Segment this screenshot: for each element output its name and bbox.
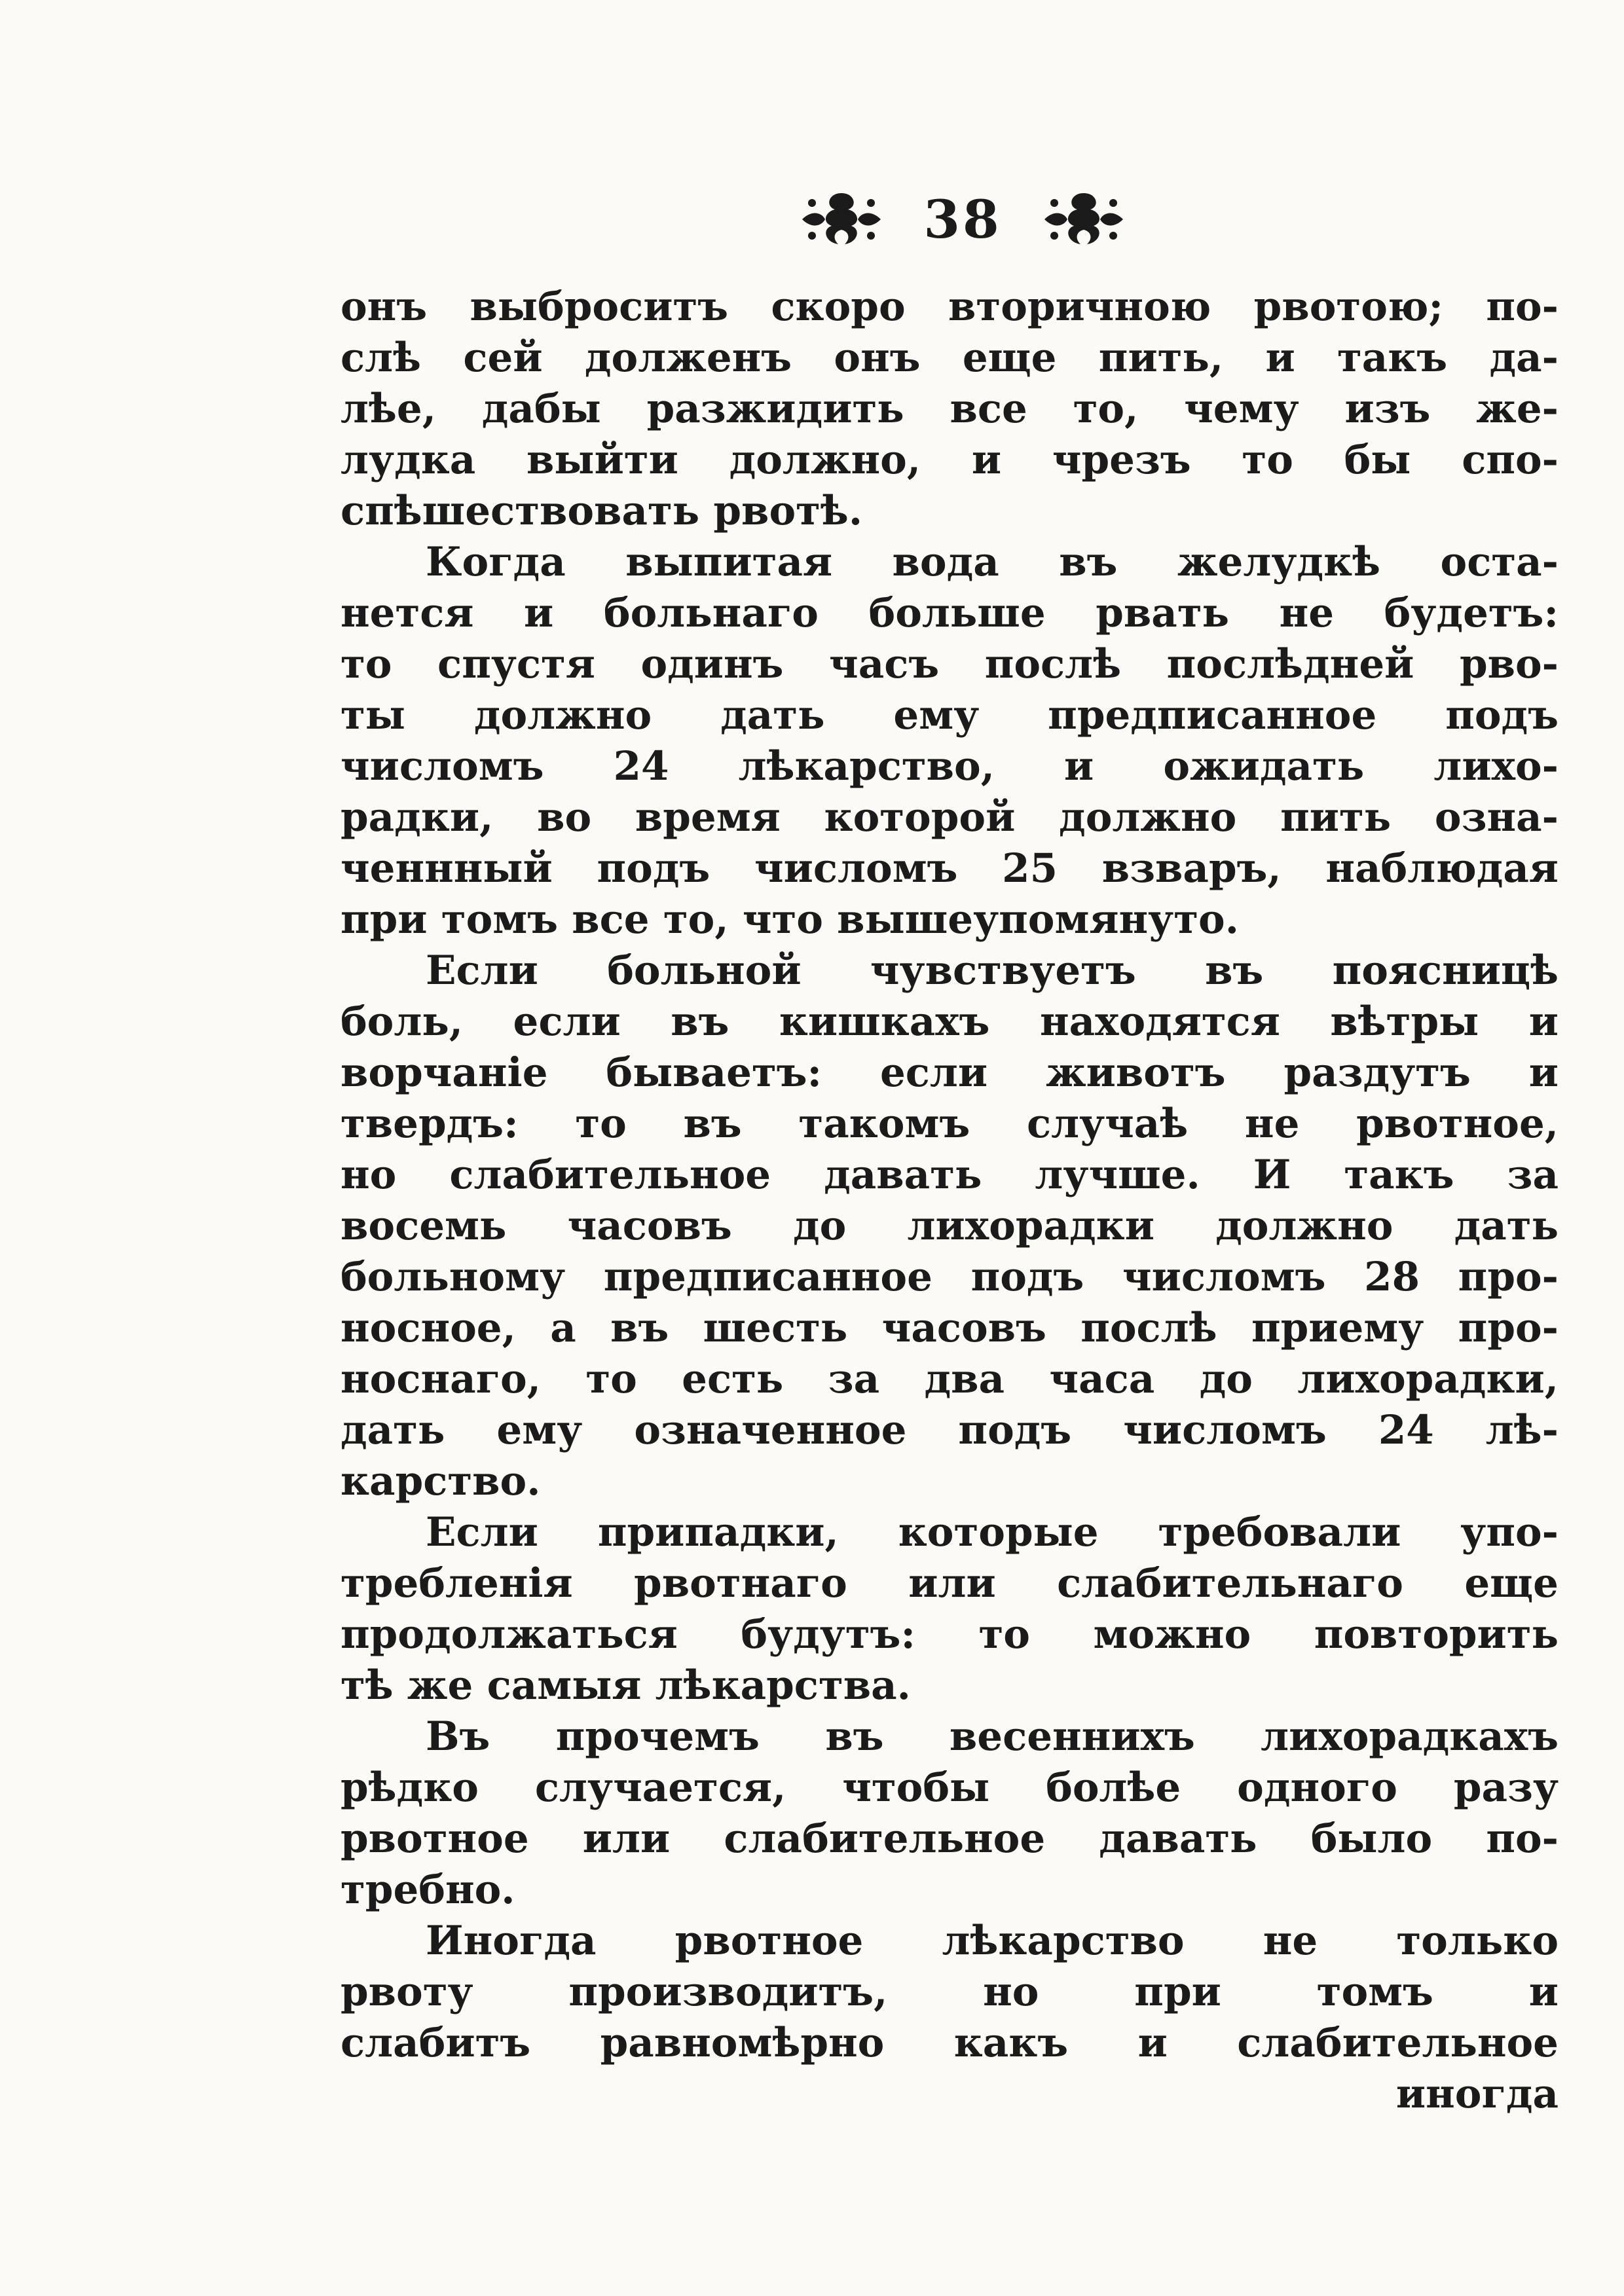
text-line: Если больной чувствуетъ въ поясницѣ <box>426 947 1559 994</box>
text-line: спѣшествовать рвотѣ. <box>341 488 863 534</box>
text-line: Когда выпитая вода въ желудкѣ оста- <box>426 539 1559 585</box>
text-line: дать ему означенное подъ числомъ 24 лѣ- <box>341 1407 1559 1453</box>
catchword: иногда <box>1395 2071 1559 2117</box>
text-line: лудка выйти должно, и чрезъ то бы спо- <box>341 437 1559 483</box>
text-line: ты должно дать ему предписанное подъ <box>341 692 1559 738</box>
text-line: лѣе, дабы разжидить все то, чему изъ же- <box>341 386 1559 432</box>
fleuron-right-icon <box>1041 187 1126 252</box>
text-line: требно. <box>341 1867 515 1913</box>
text-line: твердъ: то въ такомъ случаѣ не рвотное, <box>341 1101 1559 1147</box>
text-line: онъ выброситъ скоро вторичною рвотою; по- <box>341 283 1559 330</box>
text-line: радки, во время которой должно пить озна- <box>341 794 1559 841</box>
text-line: ченнный подъ числомъ 25 взваръ, наблюдая <box>341 845 1559 892</box>
text-line: продолжаться будутъ: то можно повторить <box>341 1611 1559 1658</box>
text-line: больному предписанное подъ числомъ 28 про- <box>341 1254 1559 1300</box>
text-line: требленія рвотнаго или слабительнаго еще <box>341 1560 1559 1607</box>
text-line: при томъ все то, что вышеупомянуто. <box>341 896 1239 943</box>
text-line: боль, если въ кишкахъ находятся вѣтры и <box>341 998 1559 1045</box>
text-line: Иногда рвотное лѣкарство не только <box>426 1918 1559 1964</box>
body-text <box>341 282 1559 2120</box>
text-line: карство. <box>341 1458 541 1504</box>
text-line: тѣ же самыя лѣкарства. <box>341 1662 911 1709</box>
text-line: то спустя одинъ часъ послѣ послѣдней рво- <box>341 641 1559 687</box>
text-line: числомъ 24 лѣкарство, и ожидать лихо- <box>341 743 1559 790</box>
text-line: но слабительное давать лучше. И такъ за <box>341 1152 1559 1198</box>
page-number: 38 <box>923 189 1002 250</box>
text-line: носнаго, то есть за два часа до лихорадки, <box>341 1356 1559 1402</box>
page-header <box>753 173 1172 265</box>
text-line: Если припадки, которые требовали упо- <box>426 1509 1559 1556</box>
fleuron-left-icon <box>799 187 884 252</box>
text-line: слѣ сей долженъ онъ еще пить, и такъ да- <box>341 335 1559 381</box>
text-line: слабитъ равномѣрно какъ и слабительное <box>341 2020 1559 2066</box>
text-line: нется и больнаго больше рвать не будетъ: <box>341 590 1559 636</box>
text-line: рѣдко случается, чтобы болѣе одного разу <box>341 1764 1559 1811</box>
text-line: ворчаніе бываетъ: если животъ раздутъ и <box>341 1049 1559 1096</box>
text-line: рвотное или слабительное давать было по- <box>341 1815 1559 1862</box>
text-line: рвоту производитъ, но при томъ и <box>341 1969 1559 2015</box>
text-line: Въ прочемъ въ весеннихъ лихорадкахъ <box>426 1713 1559 1760</box>
text-line: восемь часовъ до лихорадки должно дать <box>341 1203 1559 1249</box>
text-line: носное, а въ шесть часовъ послѣ приему про- <box>341 1305 1559 1351</box>
